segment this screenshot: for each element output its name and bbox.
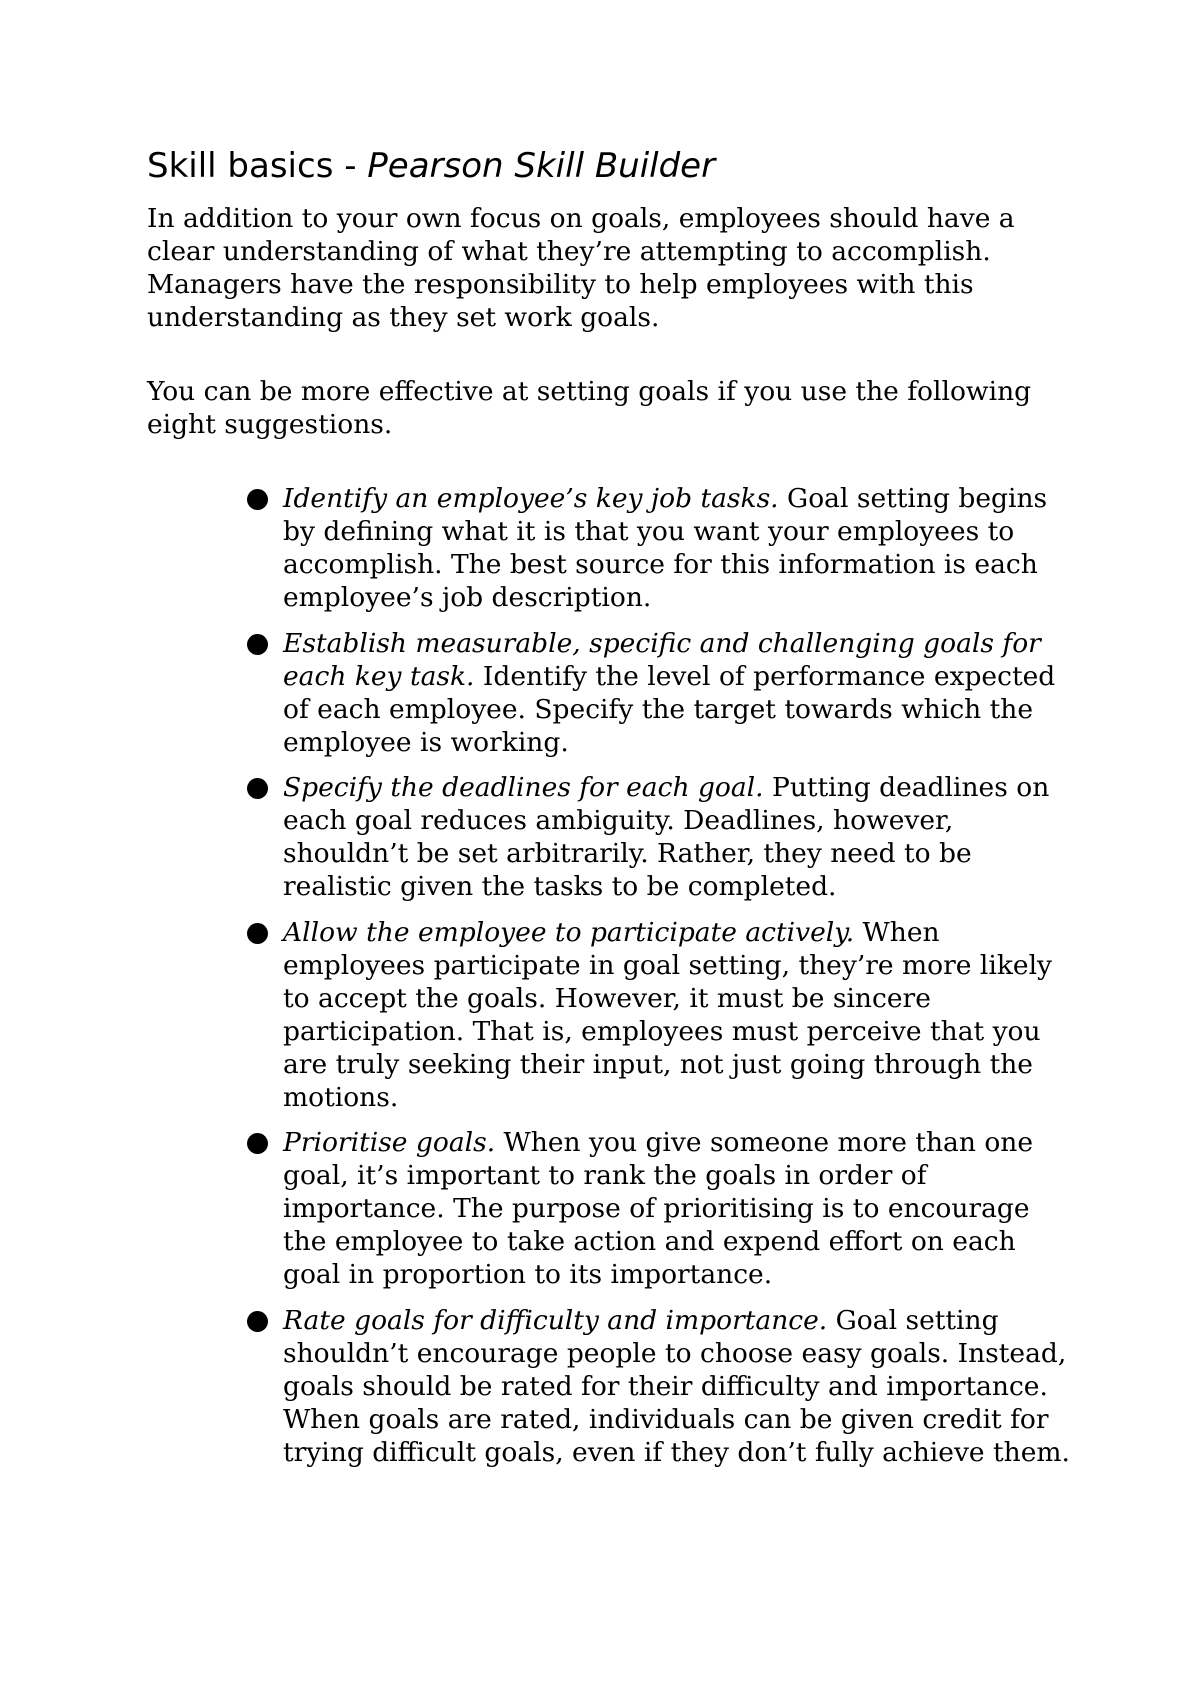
suggestion-item <box>283 1304 1073 1469</box>
suggestion-lead: Specify the deadlines for each goal. <box>283 772 764 803</box>
bullet-icon <box>247 923 268 944</box>
suggestion-text: Goal setting shouldn’t encourage people to choose easy goals. Instead, goals should be rated for their difficulty and importance. When goals are rated, individuals can be given credit for trying difficult goals, even if they don’t fully achieve them. <box>283 1305 1070 1468</box>
intro-paragraph: You can be more effective at setting goals if you use the following eight suggestions. <box>147 376 1032 440</box>
bullet-icon <box>247 1311 268 1332</box>
suggestion-lead: Prioritise goals. <box>283 1127 496 1158</box>
suggestion-item <box>283 1126 1073 1291</box>
suggestion-lead: Establish measurable, specific and challenging goals for each key task. <box>283 628 1041 692</box>
bullet-icon <box>247 778 268 799</box>
suggestion-text: When you give someone more than one goal, it’s important to rank the goals in order of importance. The purpose of prioritising is to encourage the employee to take action and expend effort on each goal in proportion to its importance. <box>283 1127 1034 1290</box>
title-subtitle: Pearson Skill Builder <box>367 146 716 186</box>
suggestion-item <box>283 482 1073 614</box>
suggestion-text: Identify the level of performance expected of each employee. Specify the target towards which the employee is working. <box>283 661 1056 758</box>
suggestion-lead: Identify an employee’s key job tasks. <box>283 483 779 514</box>
page-title <box>147 143 715 189</box>
suggestion-item <box>283 627 1073 759</box>
bullet-icon <box>247 489 268 510</box>
suggestion-item <box>283 916 1073 1114</box>
suggestion-text: When employees participate in goal setting, they’re more likely to accept the goals. However, it must be sincere participation. That is, employees must perceive that you are truly seeking their input, not just going through the motions. <box>283 917 1053 1113</box>
suggestion-text: Goal setting begins by defining what it is that you want your employees to accomplish. The best source for this information is each employee’s job description. <box>283 483 1048 613</box>
suggestion-lead: Rate goals for difficulty and importance. <box>283 1305 828 1336</box>
title-main: Skill basics - <box>147 146 368 186</box>
bullet-icon <box>247 1133 268 1154</box>
bullet-icon <box>247 634 268 655</box>
suggestion-item <box>283 771 1073 903</box>
suggestion-lead: Allow the employee to participate actively. <box>283 917 855 948</box>
suggestion-text: Putting deadlines on each goal reduces ambiguity. Deadlines, however, shouldn’t be set arbitrarily. Rather, they need to be realistic given the tasks to be completed. <box>283 772 1050 902</box>
intro-paragraph: In addition to your own focus on goals, employees should have a clear understanding of what they’re attempting to accomplish. Managers have the responsibility to help employees with this understanding as they set work goals. <box>147 203 1015 333</box>
